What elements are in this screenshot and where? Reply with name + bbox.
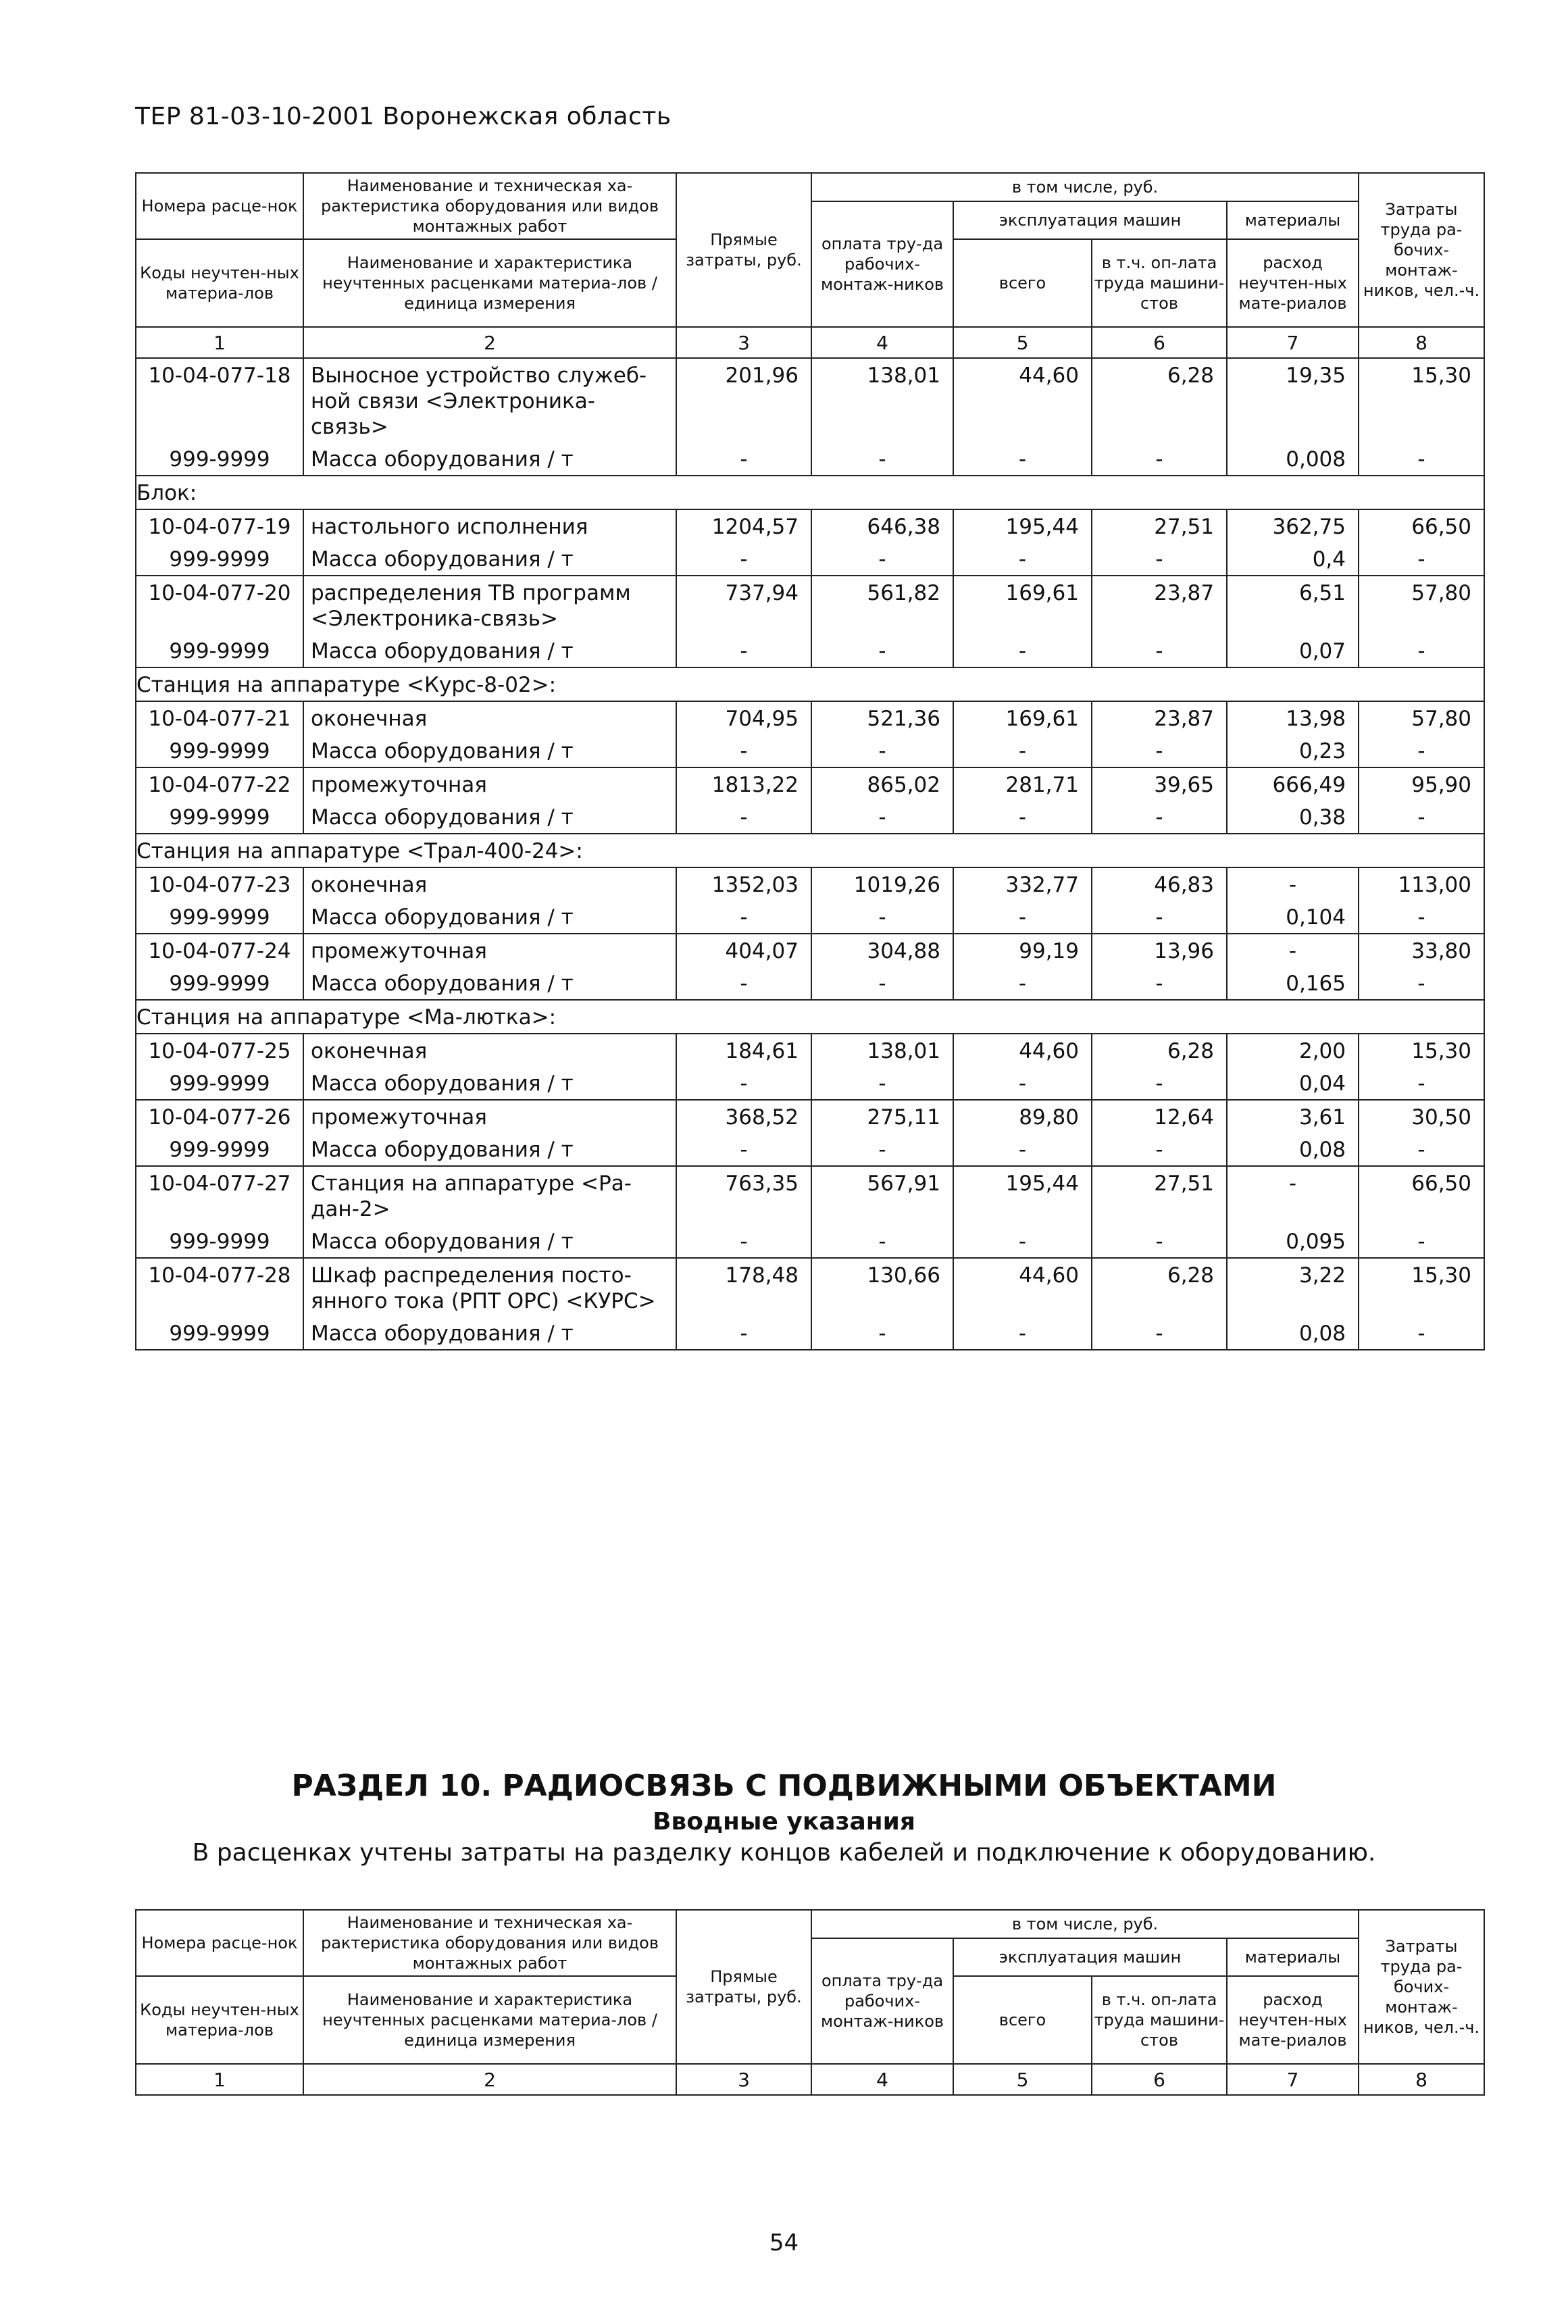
document-title: ТЕР 81-03-10-2001 Воронежская область [135,103,672,130]
group-title: Блок: [136,476,1484,509]
col-unacc-header: расход неучтен-ных мате-риалов [1227,1976,1359,2064]
value-cell: 666,49 [1227,767,1359,801]
value-cell: 44,60 [953,1034,1092,1067]
col-number: 4 [811,327,953,358]
materials-header: материалы [1227,1938,1359,1976]
page-number: 54 [769,2229,799,2256]
rate-name: Масса оборудования / т [303,1133,676,1166]
value-cell: 13,96 [1092,934,1227,967]
col-number: 1 [136,327,303,358]
value-cell: 0,095 [1227,1225,1359,1258]
table-row [136,667,1484,701]
value-cell: - [1092,1133,1227,1166]
value-cell: - [953,1067,1092,1100]
table-row [136,834,1484,867]
table-row [136,701,1484,734]
col-labor-pay-header: оплата тру-да рабочих-монтаж-ников [811,1938,953,2064]
rate-name: Масса оборудования / т [303,1317,676,1350]
value-cell: 0,08 [1227,1317,1359,1350]
value-cell: - [1359,734,1484,767]
col-code-bottom-header: Коды неучтен-ных материа-лов [136,239,303,327]
value-cell: 195,44 [953,1166,1092,1225]
col-name-top-header: Наименование и техническая ха-рактеристика оборудования или видов монтажных работ [303,1910,676,1976]
value-cell: 6,51 [1227,576,1359,634]
value-cell: 27,51 [1092,1166,1227,1225]
col-number: 3 [676,327,811,358]
value-cell: 567,91 [811,1166,953,1225]
value-cell: 0,23 [1227,734,1359,767]
table-body [136,358,1484,1350]
col-name-bottom-header: Наименование и характеристика неучтенных расценками материа-лов / единица измерения [303,239,676,327]
col-number: 4 [811,2064,953,2095]
rate-name: Выносное устройство служеб-ной связи <Электроника-связь> [303,358,676,443]
rate-code: 10-04-077-19 [136,509,303,542]
value-cell: 646,38 [811,509,953,542]
value-cell: 15,30 [1359,1258,1484,1317]
value-cell: 6,28 [1092,1258,1227,1317]
col-number: 1 [136,2064,303,2095]
value-cell: 19,35 [1227,358,1359,443]
value-cell: - [676,634,811,667]
value-cell: 130,66 [811,1258,953,1317]
value-cell: 275,11 [811,1100,953,1133]
rate-code: 999-9999 [136,542,303,576]
rate-code: 10-04-077-23 [136,867,303,901]
rate-name: Масса оборудования / т [303,1225,676,1258]
rate-code: 10-04-077-18 [136,358,303,443]
value-cell: - [811,801,953,834]
value-cell: 6,28 [1092,1034,1227,1067]
table-row [136,734,1484,767]
value-cell: 0,07 [1227,634,1359,667]
value-cell: - [953,1225,1092,1258]
col-labor-header: Затраты труда ра-бочих-монтаж-ников, чел.-ч. [1359,1910,1484,2064]
value-cell: - [1092,901,1227,934]
value-cell: - [811,542,953,576]
value-cell: - [1359,801,1484,834]
value-cell: 13,98 [1227,701,1359,734]
value-cell: 0,165 [1227,967,1359,1000]
value-cell: 1019,26 [811,867,953,901]
value-cell: 138,01 [811,1034,953,1067]
value-cell: 66,50 [1359,509,1484,542]
value-cell: - [811,734,953,767]
machines-header: эксплуатация машин [953,1938,1227,1976]
value-cell: - [953,443,1092,476]
value-cell: 737,94 [676,576,811,634]
value-cell: - [1092,801,1227,834]
value-cell: 304,88 [811,934,953,967]
rate-name: Масса оборудования / т [303,801,676,834]
value-cell: 332,77 [953,867,1092,901]
table-row [136,509,1484,542]
value-cell: 561,82 [811,576,953,634]
rate-name: оконечная [303,701,676,734]
value-cell: - [811,443,953,476]
value-cell: 0,38 [1227,801,1359,834]
value-cell: - [676,542,811,576]
table-row [136,476,1484,509]
value-cell: 865,02 [811,767,953,801]
value-cell: 0,4 [1227,542,1359,576]
table-row [136,1133,1484,1166]
rate-code: 10-04-077-26 [136,1100,303,1133]
value-cell: - [1359,1133,1484,1166]
value-cell: - [1092,443,1227,476]
col-number: 8 [1359,327,1484,358]
table-row [136,934,1484,967]
value-cell: - [811,1133,953,1166]
rate-code: 999-9999 [136,634,303,667]
value-cell: 763,35 [676,1166,811,1225]
rate-code: 999-9999 [136,734,303,767]
value-cell: 6,28 [1092,358,1227,443]
rate-code: 999-9999 [136,1067,303,1100]
value-cell: - [676,734,811,767]
value-cell: 281,71 [953,767,1092,801]
value-cell: 30,50 [1359,1100,1484,1133]
group-title: Станция на аппаратуре <Курс-8-02>: [136,667,1484,701]
rate-name: Масса оборудования / т [303,967,676,1000]
value-cell: - [1359,634,1484,667]
rate-code: 999-9999 [136,967,303,1000]
rate-name: Масса оборудования / т [303,901,676,934]
col-code-top-header: Номера расце-нок [136,1910,303,1976]
rate-name: Масса оборудования / т [303,734,676,767]
col-number: 5 [953,327,1092,358]
value-cell: - [811,901,953,934]
col-number: 7 [1227,327,1359,358]
value-cell: - [811,634,953,667]
section-subtitle: Вводные указания [652,1808,916,1836]
col-direct-header: Прямые затраты, руб. [676,1910,811,2064]
table-row [136,1000,1484,1034]
value-cell: - [676,967,811,1000]
rate-name: оконечная [303,1034,676,1067]
rate-code: 999-9999 [136,801,303,834]
col-unacc-header: расход неучтен-ных мате-риалов [1227,239,1359,327]
value-cell: 15,30 [1359,358,1484,443]
table-header [136,1910,1484,2064]
table-row [136,1166,1484,1225]
value-cell: 27,51 [1092,509,1227,542]
value-cell: 0,08 [1227,1133,1359,1166]
rate-name: настольного исполнения [303,509,676,542]
value-cell: - [1227,1166,1359,1225]
rate-code: 999-9999 [136,1133,303,1166]
rate-name: промежуточная [303,767,676,801]
rate-name: Масса оборудования / т [303,634,676,667]
value-cell: 23,87 [1092,576,1227,634]
column-numbers [136,327,1484,358]
table-row [136,1034,1484,1067]
value-cell: 178,48 [676,1258,811,1317]
rate-code: 10-04-077-25 [136,1034,303,1067]
table-row [136,1225,1484,1258]
value-cell: 169,61 [953,576,1092,634]
value-cell: 2,00 [1227,1034,1359,1067]
value-cell: - [1359,901,1484,934]
value-cell: 138,01 [811,358,953,443]
value-cell: 3,22 [1227,1258,1359,1317]
value-cell: - [1092,1225,1227,1258]
value-cell: - [1092,634,1227,667]
col-number: 5 [953,2064,1092,2095]
value-cell: - [676,1317,811,1350]
col-machinist-header: в т.ч. оп-лата труда машини-стов [1092,1976,1227,2064]
value-cell: - [953,967,1092,1000]
value-cell: - [1359,1317,1484,1350]
table-row [136,1067,1484,1100]
col-number: 3 [676,2064,811,2095]
col-number: 6 [1092,327,1227,358]
value-cell: - [811,1317,953,1350]
value-cell: 0,104 [1227,901,1359,934]
col-labor-header: Затраты труда ра-бочих-монтаж-ников, чел.-ч. [1359,173,1484,327]
rate-code: 999-9999 [136,901,303,934]
table-row [136,1258,1484,1317]
value-cell: - [953,801,1092,834]
table-row [136,1317,1484,1350]
value-cell: 521,36 [811,701,953,734]
col-number: 6 [1092,2064,1227,2095]
value-cell: 0,04 [1227,1067,1359,1100]
rate-name: распределения ТВ программ <Электроника-связь> [303,576,676,634]
value-cell: 95,90 [1359,767,1484,801]
table-row [136,901,1484,934]
rate-code: 10-04-077-27 [136,1166,303,1225]
value-cell: - [676,801,811,834]
rate-code: 999-9999 [136,1317,303,1350]
col-code-bottom-header: Коды неучтен-ных материа-лов [136,1976,303,2064]
value-cell: 1352,03 [676,867,811,901]
group-title: Станция на аппаратуре <Трал-400-24>: [136,834,1484,867]
value-cell: 57,80 [1359,701,1484,734]
rate-name: Масса оборудования / т [303,443,676,476]
table-row [136,767,1484,801]
value-cell: 57,80 [1359,576,1484,634]
value-cell: 33,80 [1359,934,1484,967]
rate-name: Масса оборудования / т [303,542,676,576]
col-number: 7 [1227,2064,1359,2095]
value-cell: - [1359,967,1484,1000]
value-cell: - [676,901,811,934]
section-table [135,1909,1485,2096]
rate-code: 999-9999 [136,1225,303,1258]
value-cell: - [953,1317,1092,1350]
value-cell: - [1359,1225,1484,1258]
value-cell: - [1092,1067,1227,1100]
value-cell: 12,64 [1092,1100,1227,1133]
group-title: Станция на аппаратуре <Ма-лютка>: [136,1000,1484,1034]
value-cell: 46,83 [1092,867,1227,901]
col-labor-pay-header: оплата тру-да рабочих-монтаж-ников [811,201,953,327]
rate-code: 10-04-077-20 [136,576,303,634]
col-number: 2 [303,327,676,358]
value-cell: - [1227,867,1359,901]
col-number: 2 [303,2064,676,2095]
incl-header: в том числе, руб. [811,1910,1359,1938]
machines-header: эксплуатация машин [953,201,1227,239]
value-cell: 15,30 [1359,1034,1484,1067]
column-numbers [136,2064,1484,2095]
table-row [136,867,1484,901]
value-cell: - [811,967,953,1000]
value-cell: 184,61 [676,1034,811,1067]
value-cell: - [953,542,1092,576]
rate-code: 10-04-077-28 [136,1258,303,1317]
table-row [136,634,1484,667]
table-row [136,542,1484,576]
rates-table [135,172,1485,1350]
value-cell: 66,50 [1359,1166,1484,1225]
value-cell: 0,008 [1227,443,1359,476]
value-cell: 195,44 [953,509,1092,542]
value-cell: 362,75 [1227,509,1359,542]
value-cell: - [953,734,1092,767]
value-cell: - [1092,967,1227,1000]
col-machinist-header: в т.ч. оп-лата труда машини-стов [1092,239,1227,327]
value-cell: 1813,22 [676,767,811,801]
value-cell: - [676,1225,811,1258]
value-cell: 368,52 [676,1100,811,1133]
rate-name: Масса оборудования / т [303,1067,676,1100]
incl-header: в том числе, руб. [811,173,1359,201]
rate-code: 10-04-077-22 [136,767,303,801]
section-title: РАЗДЕЛ 10. РАДИОСВЯЗЬ С ПОДВИЖНЫМИ ОБЪЕКТАМИ [291,1769,1277,1803]
table-row [136,576,1484,634]
materials-header: материалы [1227,201,1359,239]
value-cell: - [1092,542,1227,576]
value-cell: - [1359,443,1484,476]
rate-name: Станция на аппаратуре <Ра-дан-2> [303,1166,676,1225]
col-total-header: всего [953,1976,1092,2064]
col-number: 8 [1359,2064,1484,2095]
value-cell: 169,61 [953,701,1092,734]
col-total-header: всего [953,239,1092,327]
value-cell: 704,95 [676,701,811,734]
value-cell: 39,65 [1092,767,1227,801]
value-cell: - [953,634,1092,667]
value-cell: - [953,1133,1092,1166]
value-cell: - [1092,1317,1227,1350]
table-row [136,358,1484,443]
value-cell: - [811,1225,953,1258]
col-direct-header: Прямые затраты, руб. [676,173,811,327]
value-cell: - [1359,542,1484,576]
value-cell: 23,87 [1092,701,1227,734]
value-cell: - [676,443,811,476]
rate-name: оконечная [303,867,676,901]
value-cell: 404,07 [676,934,811,967]
section-note: В расценках учтены затраты на разделку концов кабелей и подключение к оборудованию. [192,1839,1376,1867]
table-row [136,443,1484,476]
rate-name: промежуточная [303,934,676,967]
value-cell: 44,60 [953,1258,1092,1317]
col-name-bottom-header: Наименование и характеристика неучтенных расценками материа-лов / единица измерения [303,1976,676,2064]
value-cell: 99,19 [953,934,1092,967]
rate-name: промежуточная [303,1100,676,1133]
value-cell: 44,60 [953,358,1092,443]
value-cell: 3,61 [1227,1100,1359,1133]
value-cell: - [1092,734,1227,767]
value-cell: - [1227,934,1359,967]
value-cell: 89,80 [953,1100,1092,1133]
value-cell: 1204,57 [676,509,811,542]
value-cell: - [676,1067,811,1100]
table-header [136,173,1484,327]
value-cell: - [953,901,1092,934]
table-row [136,967,1484,1000]
value-cell: 201,96 [676,358,811,443]
value-cell: - [1359,1067,1484,1100]
table-row [136,1100,1484,1133]
table-row [136,801,1484,834]
col-name-top-header: Наименование и техническая ха-рактеристика оборудования или видов монтажных работ [303,173,676,239]
rate-code: 10-04-077-21 [136,701,303,734]
col-code-top-header: Номера расце-нок [136,173,303,239]
rate-name: Шкаф распределения посто-янного тока (РПТ ОРС) <КУРС> [303,1258,676,1317]
rate-code: 10-04-077-24 [136,934,303,967]
value-cell: 113,00 [1359,867,1484,901]
rate-code: 999-9999 [136,443,303,476]
value-cell: - [811,1067,953,1100]
value-cell: - [676,1133,811,1166]
